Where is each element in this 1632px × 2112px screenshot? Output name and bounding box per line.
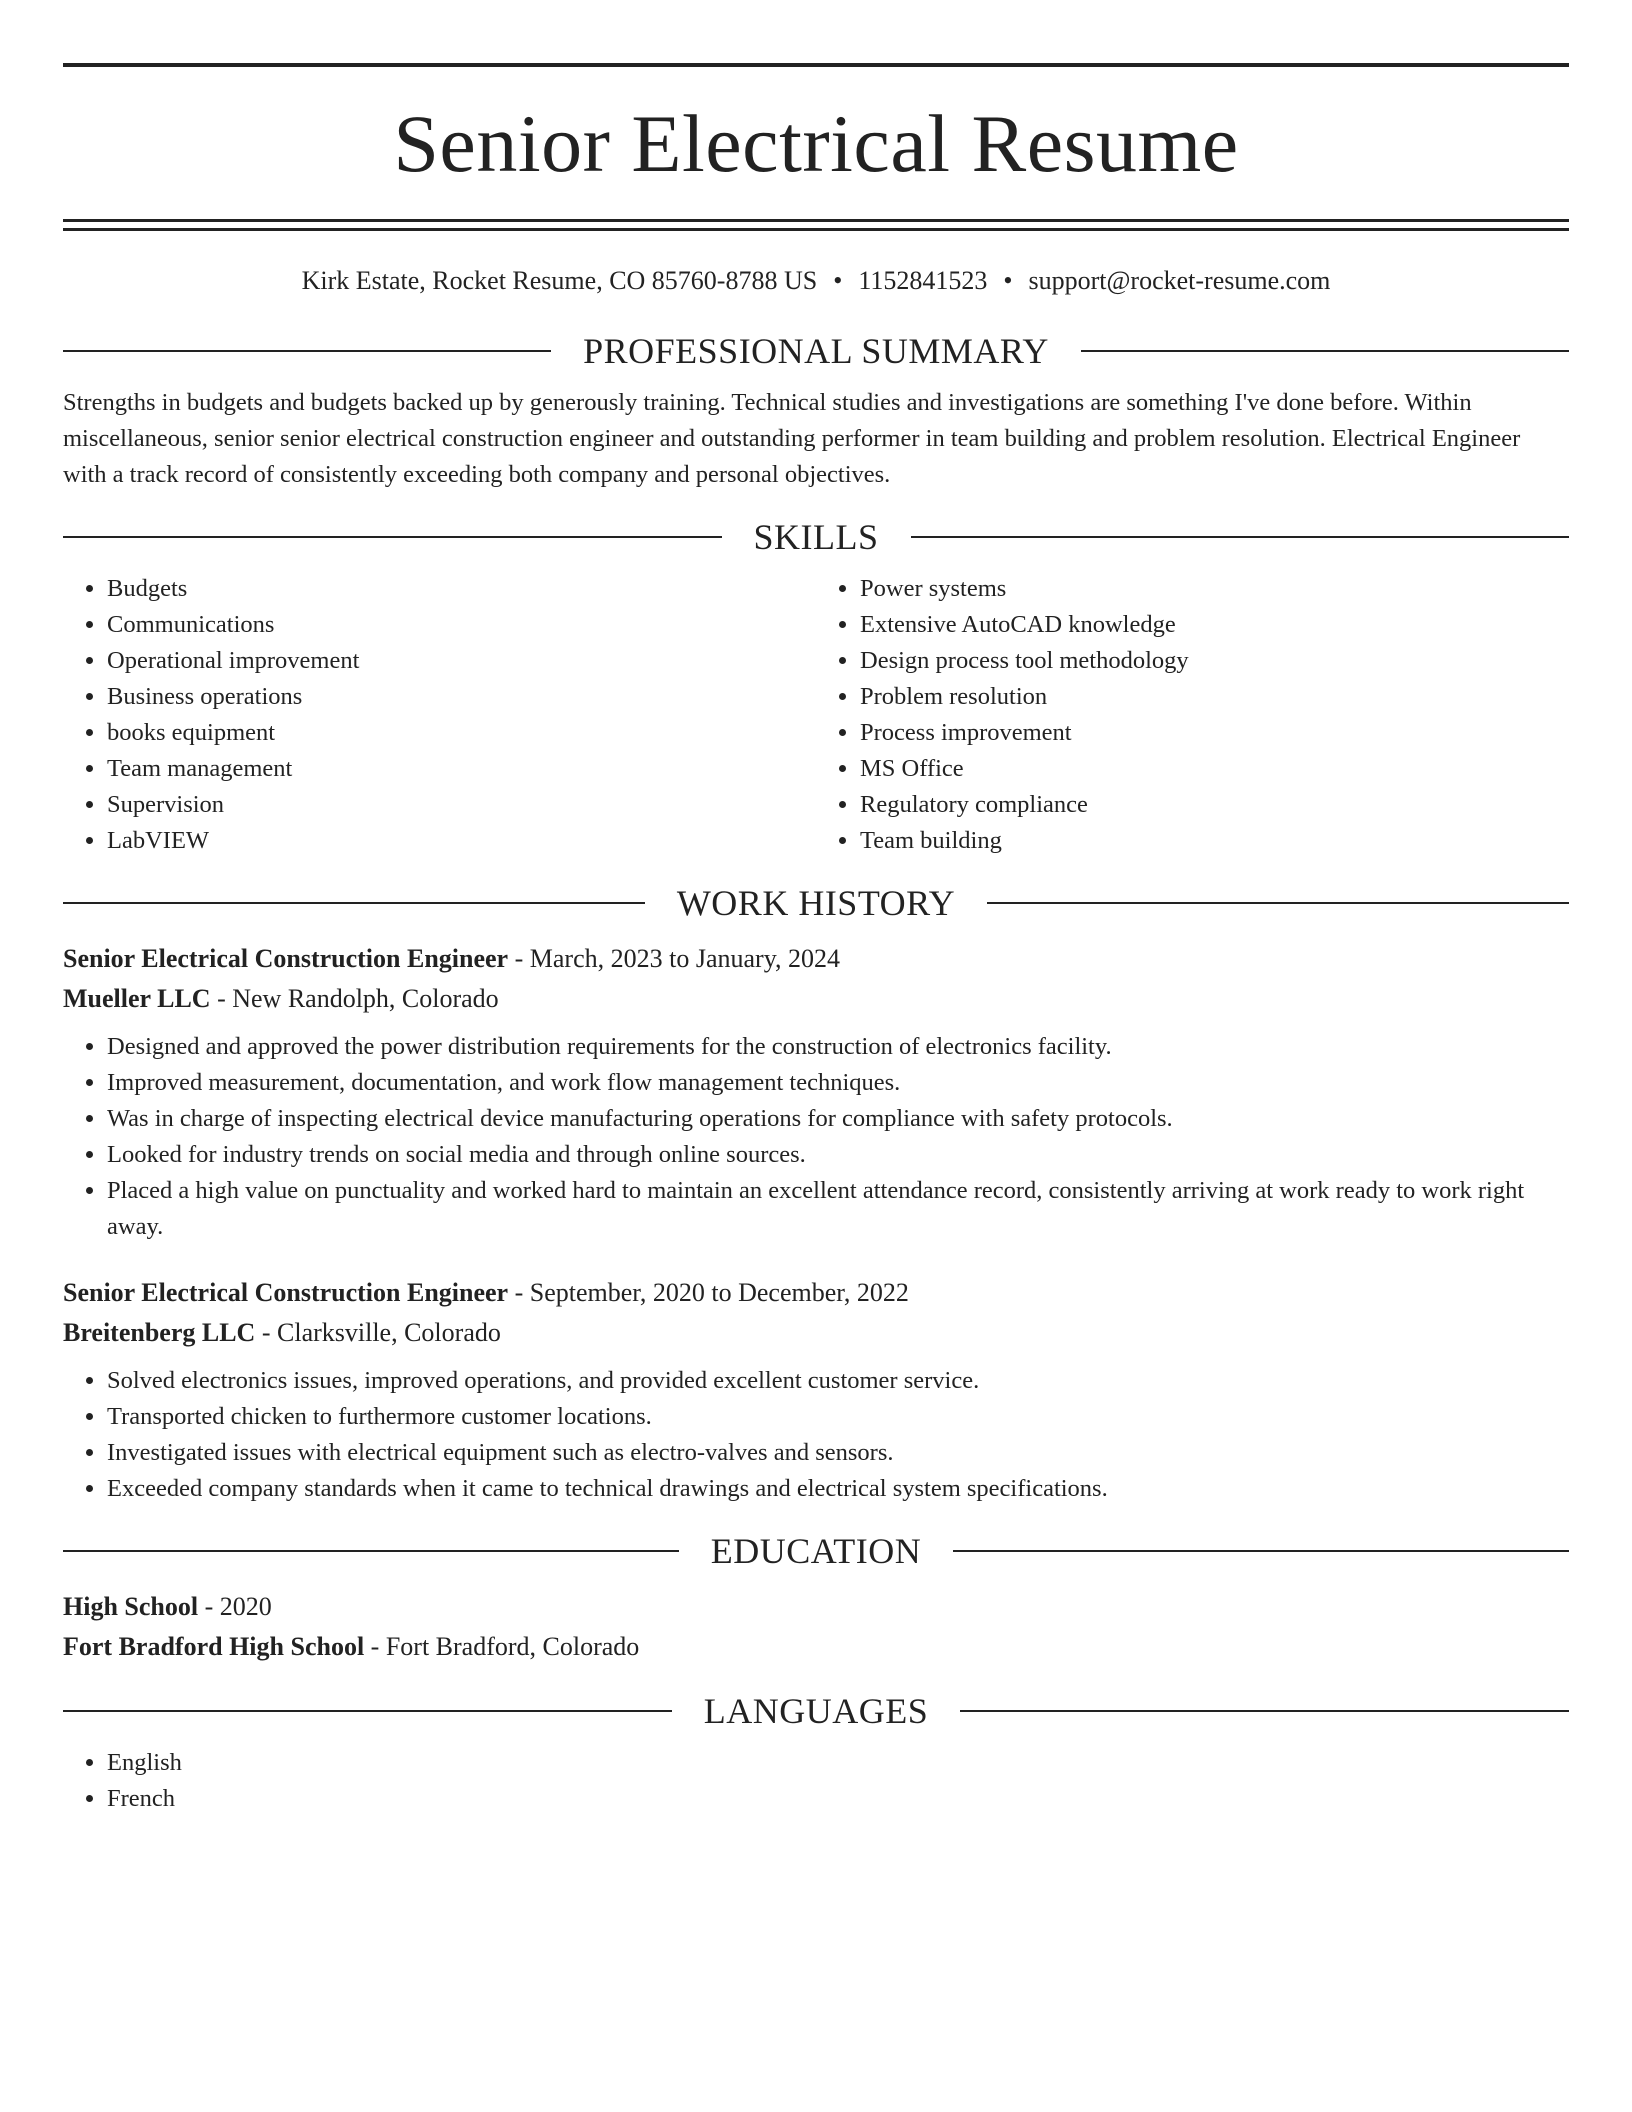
heading-rule-right [911,536,1570,538]
skill-item: • Process improvement [860,715,1569,751]
heading-rule-left [63,536,722,538]
contact-phone: 1152841523 [858,266,988,295]
skill-item: • books equipment [107,715,816,751]
skill-item: • Budgets [107,571,816,607]
contact-separator: • [1003,266,1013,295]
job-bullet: • Designed and approved the power distribution requirements for the construction of electronics facility. [107,1029,1569,1065]
top-rule [63,63,1569,67]
job-company: Mueller LLC [63,984,211,1013]
education-degree: High School [63,1592,199,1621]
skills-heading [63,515,1569,559]
job-bullet: • Exceeded company standards when it came to technical drawings and electrical system specifications. [107,1471,1569,1507]
heading-rule-right [953,1550,1569,1552]
skill-item: • Extensive AutoCAD knowledge [860,607,1569,643]
job-title-line [63,939,1569,979]
heading-rule-left [63,902,645,904]
skill-item: • Operational improvement [107,643,816,679]
education-heading [63,1529,1569,1573]
skill-item: • Problem resolution [860,679,1569,715]
contact-address: Kirk Estate, Rocket Resume, CO 85760-8788 US [301,266,818,295]
job-entry [63,1273,1569,1507]
work-heading-label: WORK HISTORY [676,883,956,923]
skill-item: • Supervision [107,787,816,823]
job-company-line [63,1313,1569,1353]
languages-list [63,1745,1569,1817]
language-item: • French [107,1781,1569,1817]
job-location: - New Randolph, Colorado [210,984,499,1013]
skills-list-right [816,571,1569,859]
skill-item: • Design process tool methodology [860,643,1569,679]
job-title: Senior Electrical Construction Engineer [63,944,509,973]
skills-columns [63,571,1569,859]
job-bullets [63,1029,1569,1245]
skills-list-left [63,571,816,859]
skill-item: • LabVIEW [107,823,816,859]
skill-item: • Regulatory compliance [860,787,1569,823]
job-title: Senior Electrical Construction Engineer [63,1278,509,1307]
work-heading [63,881,1569,925]
languages-heading-label: LANGUAGES [703,1691,929,1731]
summary-heading [63,329,1569,373]
job-bullet: • Transported chicken to furthermore customer locations. [107,1399,1569,1435]
heading-rule-right [987,902,1569,904]
education-location: - Fort Bradford, Colorado [364,1632,640,1661]
job-bullet: • Looked for industry trends on social media and through online sources. [107,1137,1569,1173]
summary-heading-label: PROFESSIONAL SUMMARY [583,331,1049,371]
skill-item: • Team management [107,751,816,787]
education-entry [63,1587,1569,1667]
heading-rule-left [63,350,551,352]
job-location: - Clarksville, Colorado [255,1318,501,1347]
job-company: Breitenberg LLC [63,1318,256,1347]
education-heading-label: EDUCATION [710,1531,922,1571]
skills-heading-label: SKILLS [753,517,879,557]
language-item: • English [107,1745,1569,1781]
skill-item: • Power systems [860,571,1569,607]
skill-item: • Communications [107,607,816,643]
job-bullet: • Solved electronics issues, improved operations, and provided excellent customer service. [107,1363,1569,1399]
job-bullet: • Improved measurement, documentation, and work flow management techniques. [107,1065,1569,1101]
job-bullet: • Was in charge of inspecting electrical device manufacturing operations for compliance with safety protocols. [107,1101,1569,1137]
contact-separator: • [833,266,843,295]
languages-heading [63,1689,1569,1733]
job-bullet: • Investigated issues with electrical equipment such as electro-valves and sensors. [107,1435,1569,1471]
summary-text: Strengths in budgets and budgets backed up by generously training. Technical studies and investigations are something I've done before. Within miscellaneous, senior senior electrical construction engineer and outstanding performer in team building and problem resolution. Electrical Engineer with a track record of consistently exceeding both company and personal objectives. [63,389,1521,488]
skill-item: • Business operations [107,679,816,715]
skill-item: • Team building [860,823,1569,859]
job-bullet: • Placed a high value on punctuality and worked hard to maintain an excellent attendance record, consistently arriving at work ready to work right away. [107,1173,1569,1245]
education-degree-line [63,1587,1569,1627]
contact-email[interactable]: support@rocket-resume.com [1028,266,1331,295]
job-entry [63,939,1569,1245]
skill-item: • MS Office [860,751,1569,787]
job-title-line [63,1273,1569,1313]
education-school-line [63,1627,1569,1667]
job-dates: - March, 2023 to January, 2024 [508,944,840,973]
contact-line [63,265,1569,297]
title-double-rule [63,219,1569,231]
heading-rule-right [960,1710,1569,1712]
job-bullets [63,1363,1569,1507]
job-company-line [63,979,1569,1019]
job-dates: - September, 2020 to December, 2022 [508,1278,909,1307]
education-year: - 2020 [198,1592,272,1621]
heading-rule-left [63,1710,672,1712]
heading-rule-right [1081,350,1569,352]
resume-title: Senior Electrical Resume [393,98,1239,189]
education-school: Fort Bradford High School [63,1632,365,1661]
heading-rule-left [63,1550,679,1552]
